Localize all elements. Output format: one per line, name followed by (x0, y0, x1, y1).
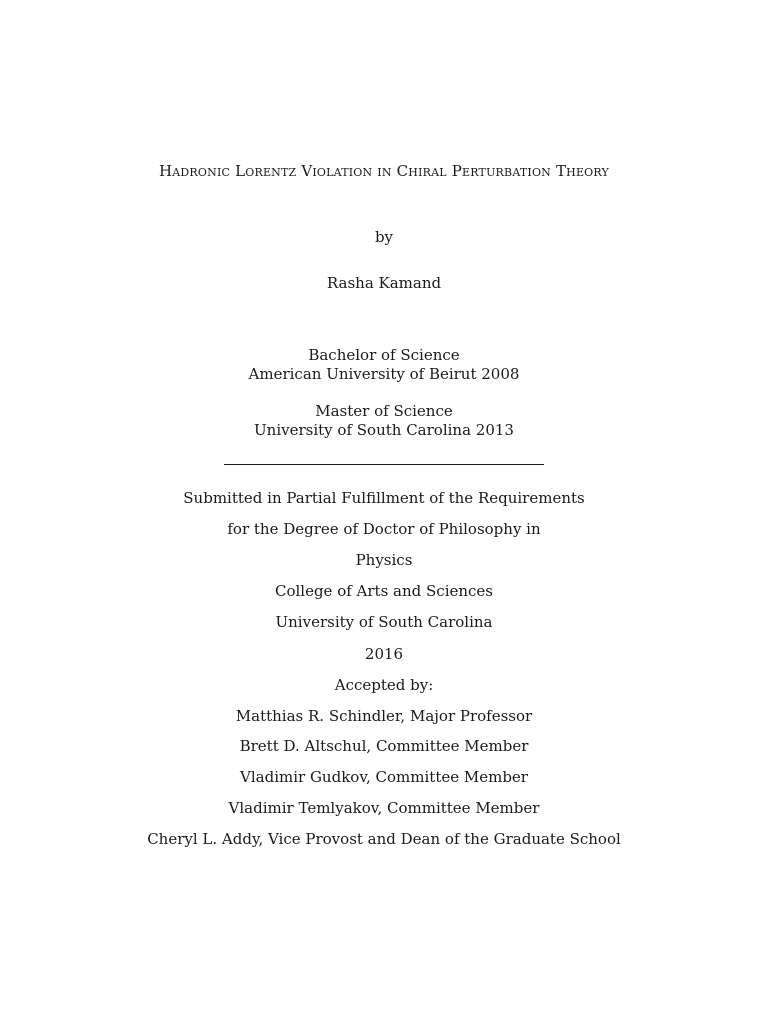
degree-2-institution: University of South Carolina 2013 (254, 421, 514, 439)
by-label: by (374, 228, 394, 246)
committee-member: Brett D. Altschul, Committee Member (239, 737, 529, 755)
accepted-by-label: Accepted by: (334, 676, 434, 694)
university-name: University of South Carolina (275, 613, 493, 631)
committee-member: Cheryl L. Addy, Vice Provost and Dean of the Graduate School (147, 830, 621, 848)
submission-year: 2016 (364, 645, 404, 663)
degree-2-name: Master of Science (315, 402, 453, 420)
author-name: Rasha Kamand (326, 274, 442, 292)
committee-member: Vladimir Gudkov, Committee Member (240, 768, 528, 786)
committee-member: Vladimir Temlyakov, Committee Member (228, 799, 540, 817)
field-of-study: Physics (355, 551, 413, 569)
horizontal-rule (224, 464, 544, 465)
degree-1-institution: American University of Beirut 2008 (248, 365, 520, 383)
degree-1-name: Bachelor of Science (308, 346, 460, 364)
thesis-title: Hadronic Lorentz Violation in Chiral Perturbation Theory (158, 162, 610, 180)
submission-line-1: Submitted in Partial Fulfillment of the Requirements (183, 489, 585, 507)
college-name: College of Arts and Sciences (274, 582, 494, 600)
submission-line-2: for the Degree of Doctor of Philosophy in (227, 520, 541, 538)
committee-member: Matthias R. Schindler, Major Professor (235, 707, 533, 725)
